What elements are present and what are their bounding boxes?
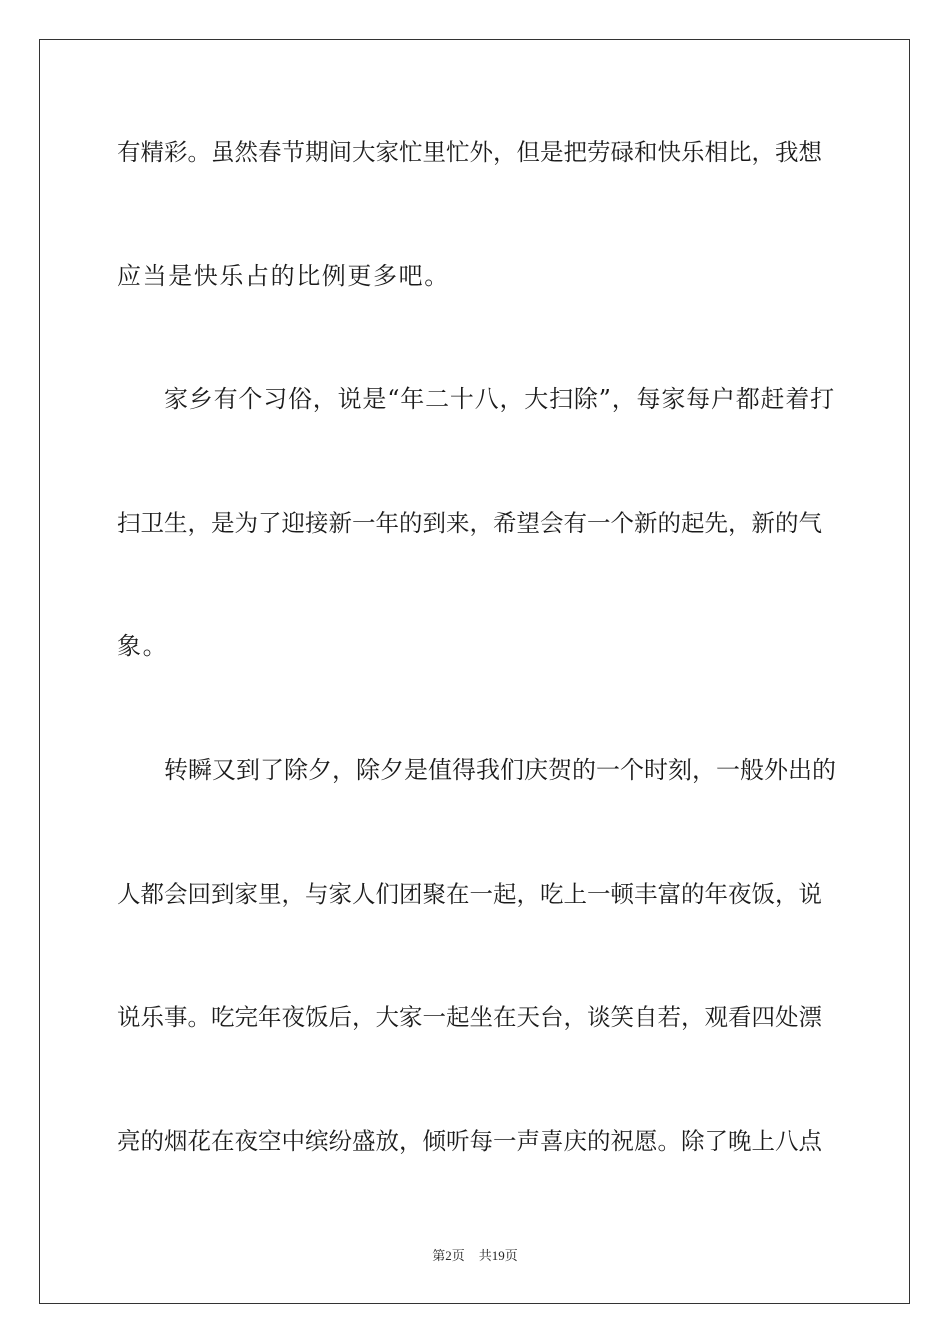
text-line-1: 有精彩。虽然春节期间大家忙里忙外，但是把劳碌和快乐相比，我想 <box>117 138 822 166</box>
page-footer <box>0 1247 950 1265</box>
page-number: 第2页 <box>432 1248 465 1263</box>
text-line-9: 亮的烟花在夜空中缤纷盛放，倾听每一声喜庆的祝愿。除了晚上八点 <box>117 1127 822 1155</box>
total-pages: 共19页 <box>478 1248 518 1263</box>
text-line-5: 象。 <box>117 632 169 660</box>
page-border <box>39 39 910 1304</box>
text-line-2: 应当是快乐占的比例更多吧。 <box>117 262 450 290</box>
text-line-3: 家乡有个习俗，说是“年二十八，大扫除”，每家每户都赶着打 <box>164 385 835 413</box>
text-line-4: 扫卫生，是为了迎接新一年的到来，希望会有一个新的起先，新的气 <box>117 509 822 537</box>
text-line-6: 转瞬又到了除夕，除夕是值得我们庆贺的一个时刻，一般外出的 <box>164 756 836 784</box>
text-line-8: 说乐事。吃完年夜饭后，大家一起坐在天台，谈笑自若，观看四处漂 <box>117 1003 822 1031</box>
text-line-7: 人都会回到家里，与家人们团聚在一起，吃上一顿丰富的年夜饭，说 <box>117 880 822 908</box>
